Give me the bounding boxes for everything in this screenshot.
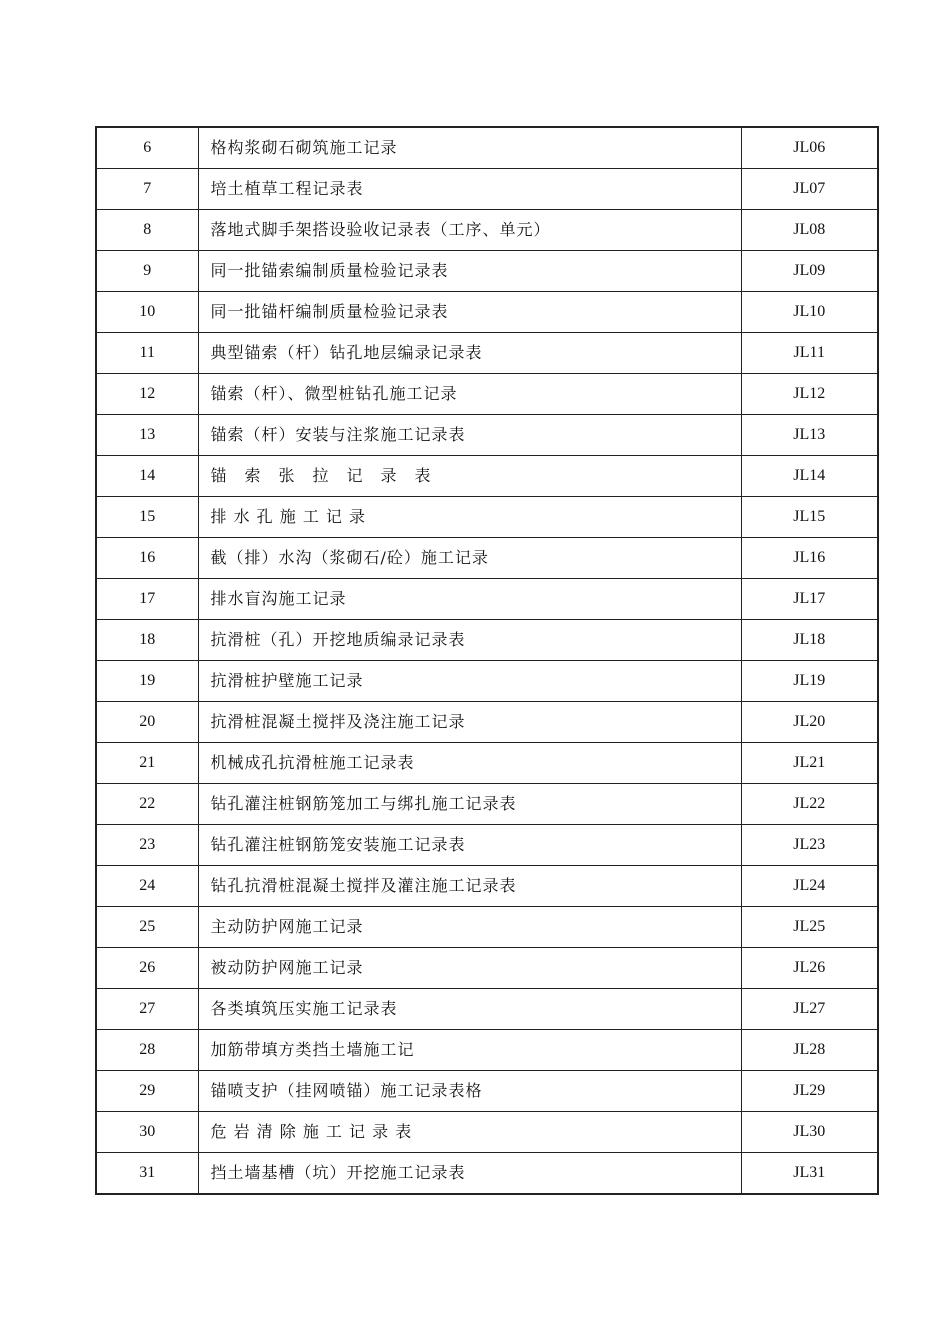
form-code: JL18 [741, 620, 878, 661]
form-name: 钻孔灌注桩钢筋笼加工与绑扎施工记录表 [198, 784, 741, 825]
row-number: 18 [96, 620, 198, 661]
form-code: JL31 [741, 1153, 878, 1195]
row-number: 8 [96, 210, 198, 251]
form-name: 主动防护网施工记录 [198, 907, 741, 948]
form-code: JL12 [741, 374, 878, 415]
form-name: 锚 索 张 拉 记 录 表 [198, 456, 741, 497]
form-name: 加筋带填方类挡土墙施工记 [198, 1030, 741, 1071]
row-number: 14 [96, 456, 198, 497]
form-code: JL23 [741, 825, 878, 866]
table-row [96, 1071, 878, 1112]
form-code: JL17 [741, 579, 878, 620]
row-number: 11 [96, 333, 198, 374]
form-name: 抗滑桩护壁施工记录 [198, 661, 741, 702]
table-row [96, 743, 878, 784]
table-row [96, 866, 878, 907]
table-row [96, 948, 878, 989]
form-code: JL09 [741, 251, 878, 292]
row-number: 13 [96, 415, 198, 456]
form-code: JL28 [741, 1030, 878, 1071]
row-number: 21 [96, 743, 198, 784]
form-code: JL21 [741, 743, 878, 784]
row-number: 25 [96, 907, 198, 948]
form-code: JL27 [741, 989, 878, 1030]
form-code: JL20 [741, 702, 878, 743]
form-name: 被动防护网施工记录 [198, 948, 741, 989]
form-name: 钻孔抗滑桩混凝土搅拌及灌注施工记录表 [198, 866, 741, 907]
form-code: JL19 [741, 661, 878, 702]
form-name: 钻孔灌注桩钢筋笼安装施工记录表 [198, 825, 741, 866]
form-name: 各类填筑压实施工记录表 [198, 989, 741, 1030]
table-row [96, 333, 878, 374]
row-number: 28 [96, 1030, 198, 1071]
row-number: 23 [96, 825, 198, 866]
form-name: 锚索（杆）安装与注浆施工记录表 [198, 415, 741, 456]
table-row [96, 661, 878, 702]
table-row [96, 1030, 878, 1071]
table-row [96, 497, 878, 538]
table-row [96, 1153, 878, 1195]
form-name: 格构浆砌石砌筑施工记录 [198, 127, 741, 169]
row-number: 15 [96, 497, 198, 538]
form-name: 培土植草工程记录表 [198, 169, 741, 210]
form-code: JL15 [741, 497, 878, 538]
form-code: JL13 [741, 415, 878, 456]
form-name: 锚喷支护（挂网喷锚）施工记录表格 [198, 1071, 741, 1112]
form-code: JL30 [741, 1112, 878, 1153]
row-number: 20 [96, 702, 198, 743]
table-row [96, 702, 878, 743]
table-row [96, 825, 878, 866]
form-name: 截（排）水沟（浆砌石/砼）施工记录 [198, 538, 741, 579]
row-number: 19 [96, 661, 198, 702]
table-row [96, 292, 878, 333]
row-number: 12 [96, 374, 198, 415]
table-row [96, 907, 878, 948]
form-name: 同一批锚杆编制质量检验记录表 [198, 292, 741, 333]
form-code: JL06 [741, 127, 878, 169]
table-row [96, 127, 878, 169]
table-row [96, 374, 878, 415]
row-number: 29 [96, 1071, 198, 1112]
form-code: JL08 [741, 210, 878, 251]
row-number: 24 [96, 866, 198, 907]
form-code: JL16 [741, 538, 878, 579]
table-row [96, 210, 878, 251]
form-code: JL22 [741, 784, 878, 825]
form-name: 机械成孔抗滑桩施工记录表 [198, 743, 741, 784]
table-row [96, 989, 878, 1030]
row-number: 9 [96, 251, 198, 292]
form-name: 排 水 孔 施 工 记 录 [198, 497, 741, 538]
row-number: 16 [96, 538, 198, 579]
form-name: 落地式脚手架搭设验收记录表（工序、单元） [198, 210, 741, 251]
form-name: 锚索（杆）、微型桩钻孔施工记录 [198, 374, 741, 415]
form-name: 危 岩 清 除 施 工 记 录 表 [198, 1112, 741, 1153]
row-number: 7 [96, 169, 198, 210]
table-row [96, 620, 878, 661]
form-name: 典型锚索（杆）钻孔地层编录记录表 [198, 333, 741, 374]
form-code: JL07 [741, 169, 878, 210]
row-number: 26 [96, 948, 198, 989]
row-number: 6 [96, 127, 198, 169]
table-row [96, 538, 878, 579]
form-name: 抗滑桩混凝土搅拌及浇注施工记录 [198, 702, 741, 743]
row-number: 10 [96, 292, 198, 333]
record-form-table [95, 126, 879, 1195]
form-name: 挡土墙基槽（坑）开挖施工记录表 [198, 1153, 741, 1195]
form-name: 同一批锚索编制质量检验记录表 [198, 251, 741, 292]
form-name: 抗滑桩（孔）开挖地质编录记录表 [198, 620, 741, 661]
form-code: JL25 [741, 907, 878, 948]
form-code: JL11 [741, 333, 878, 374]
row-number: 22 [96, 784, 198, 825]
row-number: 31 [96, 1153, 198, 1195]
row-number: 17 [96, 579, 198, 620]
form-code: JL29 [741, 1071, 878, 1112]
table-row [96, 169, 878, 210]
form-code: JL10 [741, 292, 878, 333]
table-row [96, 456, 878, 497]
table-row [96, 251, 878, 292]
table-row [96, 579, 878, 620]
form-code: JL14 [741, 456, 878, 497]
table-row [96, 784, 878, 825]
form-name: 排水盲沟施工记录 [198, 579, 741, 620]
row-number: 30 [96, 1112, 198, 1153]
table-row [96, 415, 878, 456]
table-row [96, 1112, 878, 1153]
form-code: JL24 [741, 866, 878, 907]
form-code: JL26 [741, 948, 878, 989]
row-number: 27 [96, 989, 198, 1030]
